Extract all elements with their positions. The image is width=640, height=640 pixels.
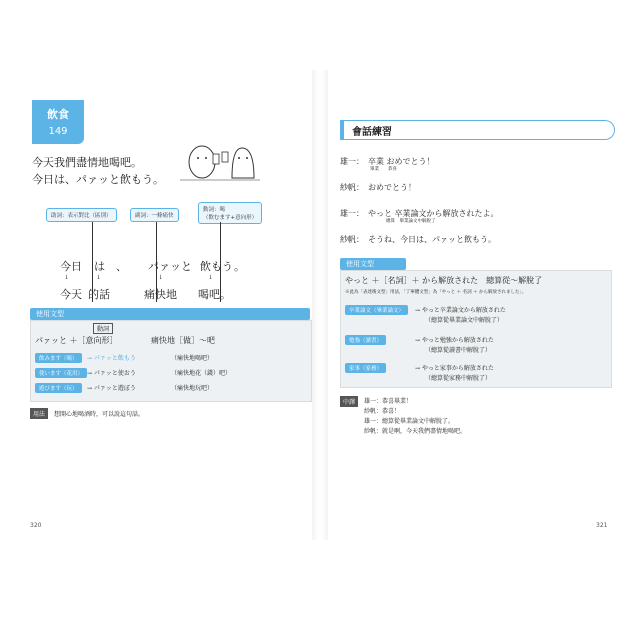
example-jp-1: → パァッと飲もう (87, 355, 136, 362)
example-zh-r2: （總算從讀書中解脫了） (425, 347, 492, 354)
translation-label: 中譯 (340, 396, 358, 407)
dialogue-speaker-1: 雄一： (340, 157, 364, 166)
lesson-topic: 飲食 (47, 108, 69, 121)
usage-text: 想開心地喝酒時，可以說這句話。 (54, 411, 145, 418)
conversation-title: 會話練習 (352, 127, 392, 138)
dialogue-text-1: 卒業 おめでとう！ (368, 157, 435, 166)
dialogue-note-1: 畢業 恭喜 (370, 167, 397, 172)
arrow-down-3: ↓ (158, 274, 164, 281)
jp-sentence: 今日は、パァッと飲もう。 (32, 173, 164, 186)
dialogue-note-3: 總算 畢業論文中解脫了 (386, 219, 436, 224)
breakdown-jp-5: 飲もう (200, 260, 233, 273)
breakdown-zh-4: 喝吧。 (198, 288, 231, 301)
right-page (330, 70, 610, 540)
breakdown-jp-3: 、 (116, 260, 127, 273)
example-jp-2: → パァッと使おう (87, 370, 136, 377)
dialogue-speaker-2: 紗帆： (340, 183, 364, 192)
lesson-number: 149 (48, 126, 68, 137)
example-jp-3: → パァッと遊ぼう (87, 385, 136, 392)
pattern-line: やっと ＋［名詞］＋ から解放された 總算從～解脫了 (345, 276, 543, 285)
breakdown-zh-3: 痛快地 (144, 288, 177, 301)
example-zh-1: （痛快地喝吧） (171, 355, 214, 362)
pattern-box-left (30, 320, 312, 402)
translation-line-1: 雄一：恭喜畢業！ (364, 398, 413, 405)
example-chip-2: 使います（花用） (35, 368, 87, 378)
cheers-illustration (180, 140, 260, 185)
example-chip-1: 飲みます（喝） (35, 353, 82, 363)
example-chip-r3: 家事（家務） (345, 363, 386, 373)
dialogue-text-3: やっと 卒業論文から解放されたよ。 (368, 209, 499, 218)
left-page (30, 70, 310, 540)
example-chip-r2: 勉強（讀書） (345, 335, 386, 345)
breakdown-jp-6: 。 (234, 260, 245, 273)
dialogue-text-2: おめでとう！ (368, 183, 416, 192)
translation-line-3: 雄一：總算從畢業論文中解脫了。 (364, 418, 455, 425)
example-jp-r3: → やっと家事から解放された (415, 365, 494, 372)
pattern-tag: 動詞 (93, 323, 113, 334)
zh-sentence: 今天我們盡情地喝吧。 (32, 156, 142, 169)
breakdown-zh-2: 的話 (88, 288, 110, 301)
usage-label: 用法 (30, 408, 48, 419)
pattern-jp: パァッと ＋［意向形］ (35, 336, 118, 345)
arrow-down-1: ↓ (64, 274, 70, 281)
example-jp-r1: → やっと卒業論文から解放された (415, 307, 506, 314)
breakdown-zh-1: 今天 (60, 288, 82, 301)
page-number-left: 320 (30, 522, 42, 529)
lesson-tag (32, 100, 84, 144)
bubble-adverb: 副詞：一條痛快 (130, 208, 179, 222)
translation-line-2: 紗帆：恭喜！ (364, 408, 401, 415)
page-number-right: 321 (596, 522, 608, 529)
translation-line-4: 紗帆：就是啊，今天我們盡情地喝吧。 (364, 428, 467, 435)
dialogue-text-4: そうね、今日は、パァッと飲もう。 (368, 235, 496, 244)
example-chip-3: 遊びます（玩） (35, 383, 82, 393)
breakdown-jp-4: パァッと (148, 260, 192, 273)
arrow-down-2: ↓ (96, 274, 102, 281)
example-chip-r1: 卒業論文（畢業論文） (345, 305, 408, 315)
example-jp-r2: → やっと勉強から解放された (415, 337, 494, 344)
conversation-title-box (340, 120, 615, 140)
book-gutter (312, 70, 328, 540)
bubble-particle: 助詞：表示對比（區別） (46, 208, 117, 222)
dialogue-speaker-4: 紗帆： (340, 235, 364, 244)
section-title-right: 使用文型 (340, 258, 406, 270)
dialogue-speaker-3: 雄一： (340, 209, 364, 218)
section-title-left: 使用文型 (30, 308, 310, 320)
pattern-box-right (340, 270, 612, 388)
example-zh-3: （痛快地玩吧） (171, 385, 214, 392)
example-zh-r1: （總算從畢業論文中解脫了） (425, 317, 504, 324)
example-zh-2: （痛快地花（錢）吧） (171, 370, 232, 377)
arrow-down-4: ↓ (208, 274, 214, 281)
breakdown-jp-1: 今日 (60, 260, 82, 273)
pattern-zh: 痛快地［做］～吧 (151, 336, 215, 345)
breakdown-jp-2: は (94, 260, 105, 273)
example-zh-r3: （總算從家務中解脫了） (425, 375, 492, 382)
bubble-verb: 動詞：喝 （飲むます+意向形） (198, 202, 262, 224)
pattern-note: ※此為「表達後文型」用法，「丁寧體文型」為「やっと ＋ 名詞 ＋ から解放されました」。 (345, 290, 527, 295)
